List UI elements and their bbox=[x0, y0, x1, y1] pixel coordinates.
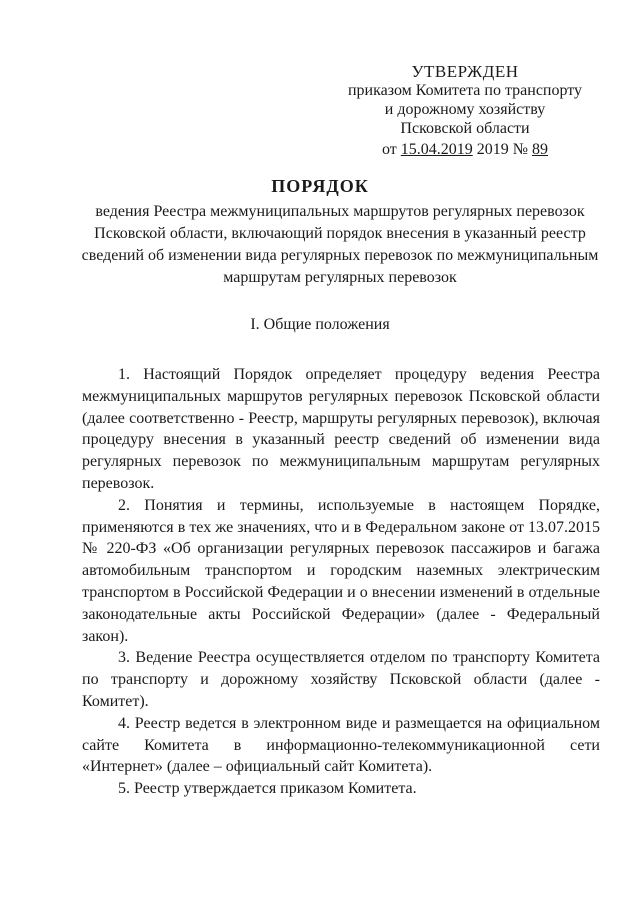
approval-number-prefix: № bbox=[512, 141, 529, 158]
document-body bbox=[82, 364, 600, 800]
paragraph-4: 4. Реестр ведется в электронном виде и размещается на официальном сайте Комитета в информационно-телекоммуникационной сети «Интернет» (далее – официальный сайт Комитета). bbox=[82, 714, 600, 776]
approval-region: Псковской области bbox=[400, 120, 530, 137]
approval-number: 89 bbox=[532, 141, 549, 158]
approval-title: УТВЕРЖДЕН bbox=[411, 62, 519, 81]
approval-date: 15.04.2019 bbox=[400, 141, 473, 158]
approval-date-line bbox=[330, 140, 600, 159]
paragraph-3: 3. Ведение Реестра осуществляется отделом по транспорту Комитета по транспорту и дорожному хозяйству Псковской области (далее - Комитет). bbox=[82, 649, 600, 710]
section-heading: I. Общие положения bbox=[250, 316, 390, 333]
approval-stamp bbox=[330, 62, 600, 159]
document-title: ПОРЯДОК bbox=[271, 176, 369, 196]
approval-issuer-line-2: и дорожному хозяйству bbox=[384, 101, 546, 118]
approval-year: 2019 bbox=[476, 141, 509, 158]
paragraph-1: 1. Настоящий Порядок определяет процедуру ведения Реестра межмуниципальных маршрутов регулярных перевозок Псковской области (далее соответственно - Реестр, маршруты регулярных перевозок), включая процедуру внесения в указанный реестр сведений об изменении вида регулярных перевозок по межмуниципальным маршрутам регулярных перевозок. bbox=[82, 366, 600, 492]
paragraph-5: 5. Реестр утверждается приказом Комитета. bbox=[118, 780, 417, 798]
approval-date-prefix: от bbox=[381, 141, 397, 158]
approval-issuer-line: приказом Комитета по транспорту bbox=[347, 82, 583, 99]
document-subtitle: ведения Реестра межмуниципальных маршрутов регулярных перевозок Псковской области, включающий порядок внесения в указанный реестр сведений об изменении вида регулярных перевозок по межмуниципальным маршрутам регулярных перевозок bbox=[81, 203, 599, 286]
paragraph-2: 2. Понятия и термины, используемые в настоящем Порядке, применяются в тех же значениях, что и в Федеральном законе от 13.07.2015 № 220-ФЗ «Об организации регулярных перевозок пассажиров и багажа автомобильным транспортом и городским наземных электрическим транспортом в Российской Федерации и о внесении изменений в отдельные законодательные акты Российской Федерации» (далее - Федеральный закон). bbox=[82, 496, 600, 645]
